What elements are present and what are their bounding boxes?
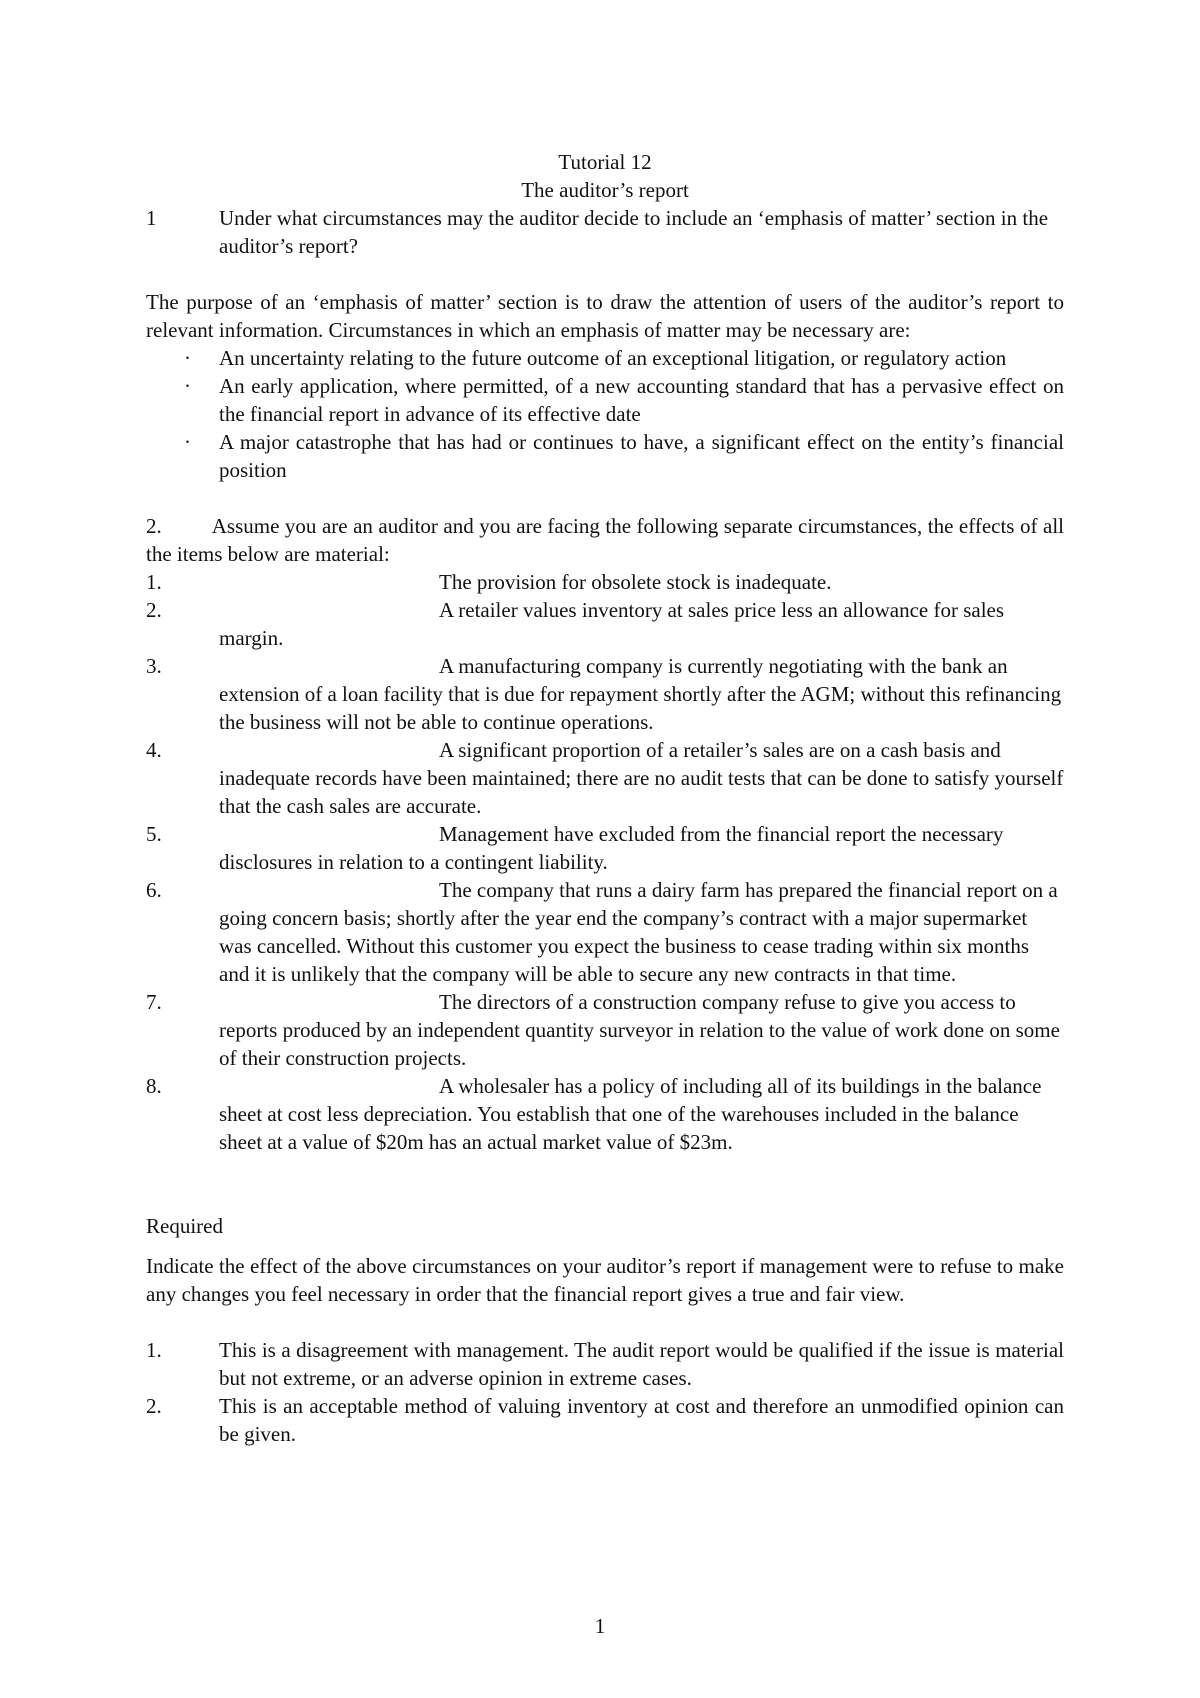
circumstance-number: 7. — [146, 990, 162, 1014]
bullet-item — [146, 372, 1064, 428]
circumstance-text: A significant proportion of a retailer’s sales are on a cash basis and inadequate records have been maintained; there are no audit tests that can be done to satisfy yourself that the cash sales are accurate. — [219, 738, 1064, 818]
circumstance-item — [146, 1072, 1064, 1156]
tutorial-subtitle: The auditor’s report — [521, 178, 689, 202]
answer-number: 2. — [146, 1394, 162, 1418]
circumstance-number: 6. — [146, 878, 162, 902]
page-number: 1 — [594, 1614, 606, 1638]
bullet-mark: · — [184, 346, 191, 370]
answer-text: This is a disagreement with management. The audit report would be qualified if the issue is material but not extreme, or an adverse opinion in extreme cases. — [219, 1338, 1064, 1390]
answer-item — [146, 1336, 1064, 1392]
question-2-number: 2. — [146, 514, 162, 538]
circumstance-text: A manufacturing company is currently negotiating with the bank an extension of a loan facility that is due for repayment shortly after the AGM; without this refinancing the business will not be able to continue operations. — [219, 654, 1062, 734]
circumstance-number: 8. — [146, 1074, 162, 1098]
circumstance-number: 5. — [146, 822, 162, 846]
answer-number: 1. — [146, 1338, 162, 1362]
circumstance-item — [146, 652, 1064, 736]
circumstance-text: The company that runs a dairy farm has prepared the financial report on a going concern basis; shortly after the year end the company’s contract with a major supermarket was cancelled. Without this customer you expect the business to cease trading within six months and it is unlikely that the company will be able to secure any new contracts in that time. — [219, 878, 1058, 986]
answer-text: This is an acceptable method of valuing inventory at cost and therefore an unmodified opinion can be given. — [219, 1394, 1064, 1446]
circumstance-item — [146, 596, 1064, 652]
circumstance-text: A retailer values inventory at sales price less an allowance for sales margin. — [219, 598, 1005, 650]
circumstance-list — [146, 568, 1064, 1156]
circumstance-item — [146, 820, 1064, 876]
spacer — [146, 1308, 1064, 1336]
spacer — [146, 1156, 1064, 1184]
bullet-item — [146, 344, 1064, 372]
circumstance-number: 3. — [146, 654, 162, 678]
spacer — [146, 260, 1064, 288]
bullet-mark: · — [184, 374, 191, 398]
circumstance-text: A wholesaler has a policy of including all of its buildings in the balance sheet at cost less depreciation. You establish that one of the warehouses included in the balance sheet at a value of $20m has an actual market value of $23m. — [219, 1074, 1042, 1154]
bullet-item — [146, 428, 1064, 484]
circumstance-number: 2. — [146, 598, 162, 622]
circumstance-item — [146, 876, 1064, 988]
circumstance-number: 1. — [146, 570, 162, 594]
required-heading: Required — [146, 1214, 223, 1238]
question-2 — [146, 512, 1064, 568]
answer-1-bullet-list — [146, 344, 1064, 484]
circumstance-text: The directors of a construction company refuse to give you access to reports produced by an independent quantity surveyor in relation to the value of work done on some of their construction projects. — [219, 990, 1060, 1070]
bullet-text: A major catastrophe that has had or continues to have, a significant effect on the entity’s financial position — [219, 430, 1064, 482]
bullet-mark: · — [184, 430, 191, 454]
spacer — [146, 484, 1064, 512]
circumstance-item — [146, 568, 1064, 596]
tutorial-title: Tutorial 12 — [558, 150, 652, 174]
required-text: Indicate the effect of the above circumstances on your auditor’s report if management were to refuse to make any changes you feel necessary in order that the financial report gives a true and fair view. — [146, 1254, 1064, 1306]
question-2-text: Assume you are an auditor and you are facing the following separate circumstances, the effects of all the items below are material: — [146, 514, 1064, 566]
bullet-text: An uncertainty relating to the future outcome of an exceptional litigation, or regulatory action — [219, 346, 1007, 370]
circumstance-text: The provision for obsolete stock is inadequate. — [439, 570, 832, 594]
circumstance-item — [146, 736, 1064, 820]
answer-item — [146, 1392, 1064, 1448]
document-content — [146, 148, 1064, 1448]
question-1-number: 1 — [146, 206, 157, 230]
circumstance-item — [146, 988, 1064, 1072]
circumstance-text: Management have excluded from the financial report the necessary disclosures in relation to a contingent liability. — [219, 822, 1004, 874]
question-1-text: Under what circumstances may the auditor decide to include an ‘emphasis of matter’ section in the auditor’s report? — [219, 206, 1049, 258]
answer-2-list — [146, 1336, 1064, 1448]
answer-1-intro: The purpose of an ‘emphasis of matter’ section is to draw the attention of users of the auditor’s report to relevant information. Circumstances in which an emphasis of matter may be necessary are: — [146, 290, 1064, 342]
bullet-text: An early application, where permitted, of a new accounting standard that has a pervasive effect on the financial report in advance of its effective date — [219, 374, 1064, 426]
circumstance-number: 4. — [146, 738, 162, 762]
spacer — [146, 1184, 1064, 1212]
question-1 — [146, 204, 1064, 260]
